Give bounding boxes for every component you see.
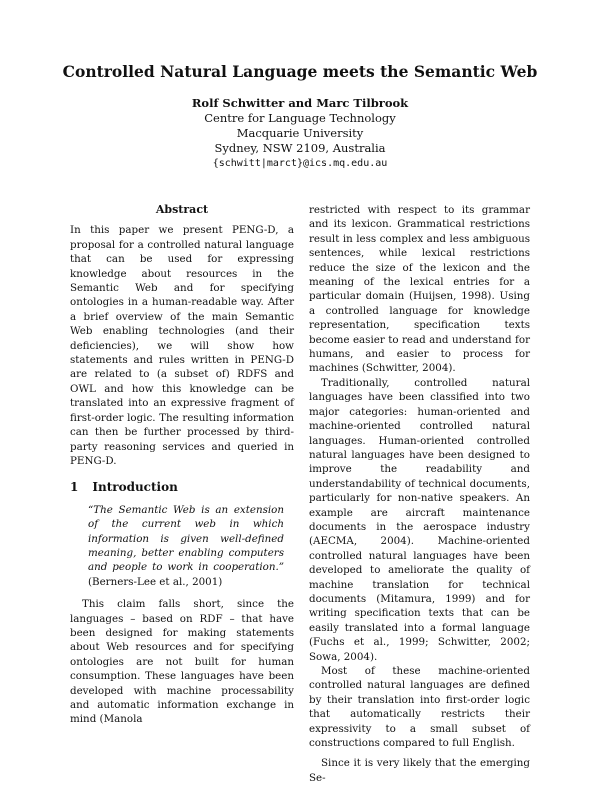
author-email: {schwitt|marct}@ics.mq.edu.au xyxy=(212,158,388,169)
body-paragraph: Most of these machine-oriented controlled natural languages are defined by their translation into first-order logic that automatically restricts their expressivity to a small subset of constructions compared to full English. xyxy=(309,665,530,750)
author-names: Rolf Schwitter and Marc Tilbrook xyxy=(191,96,409,110)
author-block xyxy=(0,96,600,171)
affiliation-line: Macquarie University xyxy=(236,126,364,140)
right-column xyxy=(309,203,530,785)
section-title: Introduction xyxy=(92,480,178,495)
quote-text: “The Semantic Web is an extension of the current web in which information is given well-defined meaning, better enabling computers and people to work in cooperation.” xyxy=(88,503,284,574)
intro-paragraph: This claim falls short, since the languages – based on RDF – that have been designed for making statements about Web resources and for specifying ontologies are not built for human consumption. These languages have been developed with machine processability and automatic information exchange in mind (Manola xyxy=(70,598,294,726)
affiliation-line: Centre for Language Technology xyxy=(204,111,396,125)
abstract-heading: Abstract xyxy=(155,203,209,216)
body-paragraph: restricted with respect to its grammar and its lexicon. Grammatical restrictions result in less complex and less ambiguous sentences, while lexical restrictions reduce the size of the lexicon and the meaning of the lexical entries for a particular domain (Huijsen, 1998). Using a controlled language for knowledge representation, specification texts become easier to read and understand for humans, and easier to process for machines (Schwitter, 2004). xyxy=(309,204,530,375)
paper-title: Controlled Natural Language meets the Semantic Web xyxy=(62,62,538,81)
body-paragraph: Since it is very likely that the emerging Se- xyxy=(309,757,530,784)
body-paragraph: Traditionally, controlled natural languages have been classified into two major categories: human-oriented and machine-oriented controlled natural languages. Human-oriented controlled natural languages have been designed to improve the readability and understandability of technical documents, particularly for non-native speakers. An example are aircraft maintenance documents in the aerospace industry (AECMA, 2004). Machine-oriented controlled natural languages have been developed to ameliorate the quality of machine translation for technical documents (Mitamura, 1999) and for writing specification texts that can be easily translated into a formal language (Fuchs et al., 1999; Schwitter, 2002; Sowa, 2004). xyxy=(309,376,530,663)
section-heading-introduction xyxy=(70,480,294,494)
epigraph-quote xyxy=(88,503,284,589)
section-number: 1 xyxy=(70,480,79,495)
affiliation-line: Sydney, NSW 2109, Australia xyxy=(214,141,386,155)
abstract-text: In this paper we present PENG-D, a proposal for a controlled natural language that can be used for expressing knowledge about resources in the Semantic Web and for specifying ontologies in a human-readable way. After a brief overview of the main Semantic Web enabling technologies (and their deficiencies), we will show how statements and rules written in PENG-D are related to (a subset of) RDFS and OWL and how this knowledge can be translated into an expressive fragment of first-order logic. The resulting information can then be further processed by third-party reasoning services and queried in PENG-D. xyxy=(70,224,294,467)
left-column xyxy=(70,203,294,727)
quote-citation: (Berners-Lee et al., 2001) xyxy=(88,575,223,588)
